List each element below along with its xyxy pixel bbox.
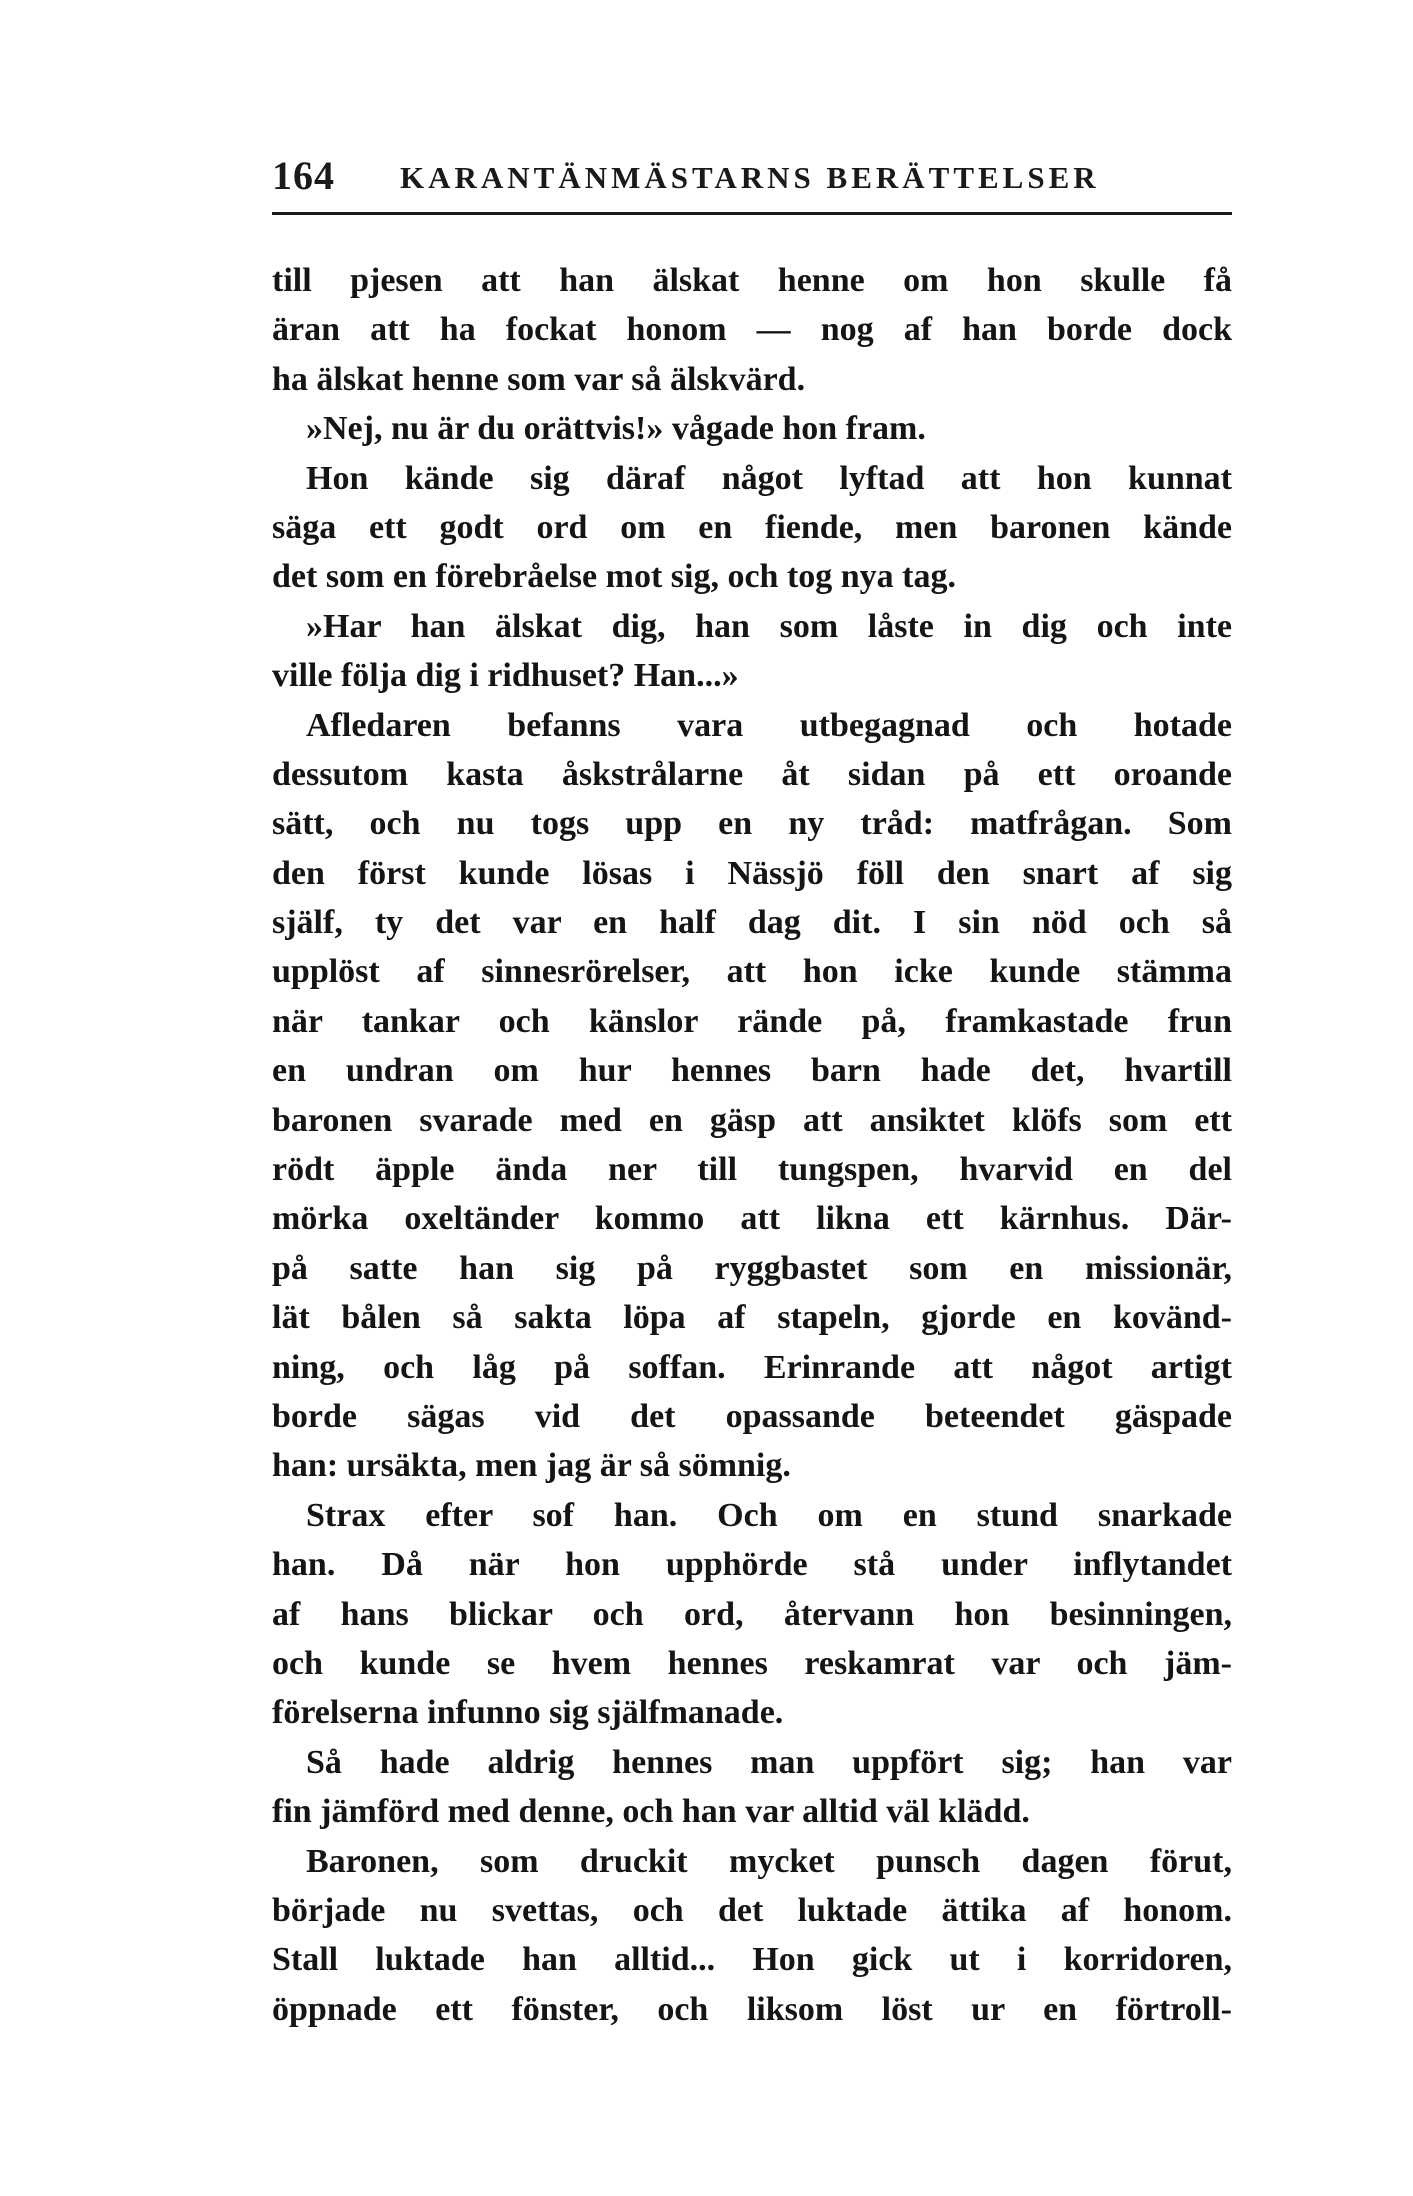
text-line: fin jämförd med denne, och han var alltid väl klädd. <box>272 1793 1030 1831</box>
text-line: upplöst af sinnesrörelser, att hon icke kunde stämma <box>272 953 1232 991</box>
text-line: när tankar och känslor rände på, framkastade frun <box>272 1002 1232 1040</box>
text-line: Baronen, som druckit mycket punsch dagen förut, <box>306 1842 1232 1880</box>
text-line: förelserna infunno sig själfmanade. <box>272 1694 784 1732</box>
text-line: han: ursäkta, men jag är så sömnig. <box>272 1447 791 1485</box>
text-line: dessutom kasta åskstrålarne åt sidan på ett oroande <box>272 755 1232 793</box>
text-line: »Har han älskat dig, han som låste in dig och inte <box>306 607 1232 645</box>
text-line: borde sägas vid det opassande beteendet gäspade <box>272 1397 1232 1435</box>
text-line: ha älskat henne som var så älskvärd. <box>272 360 806 398</box>
page-number: 164 <box>272 153 335 198</box>
text-line: af hans blickar och ord, återvann hon besinningen, <box>272 1595 1232 1633</box>
text-line: och kunde se hvem hennes reskamrat var och jäm- <box>272 1644 1232 1682</box>
text-line: på satte han sig på ryggbastet som en missionär, <box>272 1249 1232 1287</box>
text-line: Stall luktade han alltid... Hon gick ut i korridoren, <box>272 1941 1232 1979</box>
text-line: Så hade aldrig hennes man uppfört sig; han var <box>306 1743 1232 1781</box>
text-line: »Nej, nu är du orättvis!» vågade hon fram. <box>306 410 926 448</box>
text-line: började nu svettas, och det luktade ättika af honom. <box>272 1891 1232 1929</box>
text-line: en undran om hur hennes barn hade det, hvartill <box>272 1052 1232 1090</box>
page-header <box>272 152 1232 208</box>
text-line: han. Då när hon upphörde stå under inflytandet <box>272 1546 1232 1584</box>
text-line: baronen svarade med en gäsp att ansiktet klöfs som ett <box>272 1101 1232 1139</box>
text-line: ning, och låg på soffan. Erinrande att något artigt <box>272 1348 1232 1386</box>
body-text <box>272 256 1232 2034</box>
text-line: själf, ty det var en half dag dit. I sin nöd och så <box>272 904 1232 942</box>
text-line: den först kunde lösas i Nässjö föll den snart af sig <box>272 854 1232 892</box>
text-line: öppnade ett fönster, och liksom löst ur en förtroll- <box>272 1990 1232 2028</box>
text-line: Strax efter sof han. Och om en stund snarkade <box>306 1496 1232 1534</box>
running-head: KARANTÄNMÄSTARNS BERÄTTELSER <box>400 160 1100 195</box>
text-line: Afledaren befanns vara utbegagnad och hotade <box>306 706 1232 744</box>
text-line: lät bålen så sakta löpa af stapeln, gjorde en kovänd- <box>272 1299 1232 1337</box>
text-line: ville följa dig i ridhuset? Han...» <box>272 657 739 695</box>
text-line: till pjesen att han älskat henne om hon skulle få <box>272 262 1232 299</box>
text-line: säga ett godt ord om en fiende, men baronen kände <box>272 508 1232 546</box>
text-line: det som en förebråelse mot sig, och tog nya tag. <box>272 558 957 596</box>
text-line: rödt äpple ända ner till tungspen, hvarvid en del <box>272 1151 1232 1189</box>
text-line: Hon kände sig däraf något lyftad att hon kunnat <box>306 459 1232 497</box>
text-line: äran att ha fockat honom — nog af han borde dock <box>272 311 1232 349</box>
header-rule <box>272 212 1232 215</box>
text-line: sätt, och nu togs upp en ny tråd: matfrågan. Som <box>272 805 1232 843</box>
text-line: mörka oxeltänder kommo att likna ett kärnhus. Där- <box>272 1200 1232 1238</box>
